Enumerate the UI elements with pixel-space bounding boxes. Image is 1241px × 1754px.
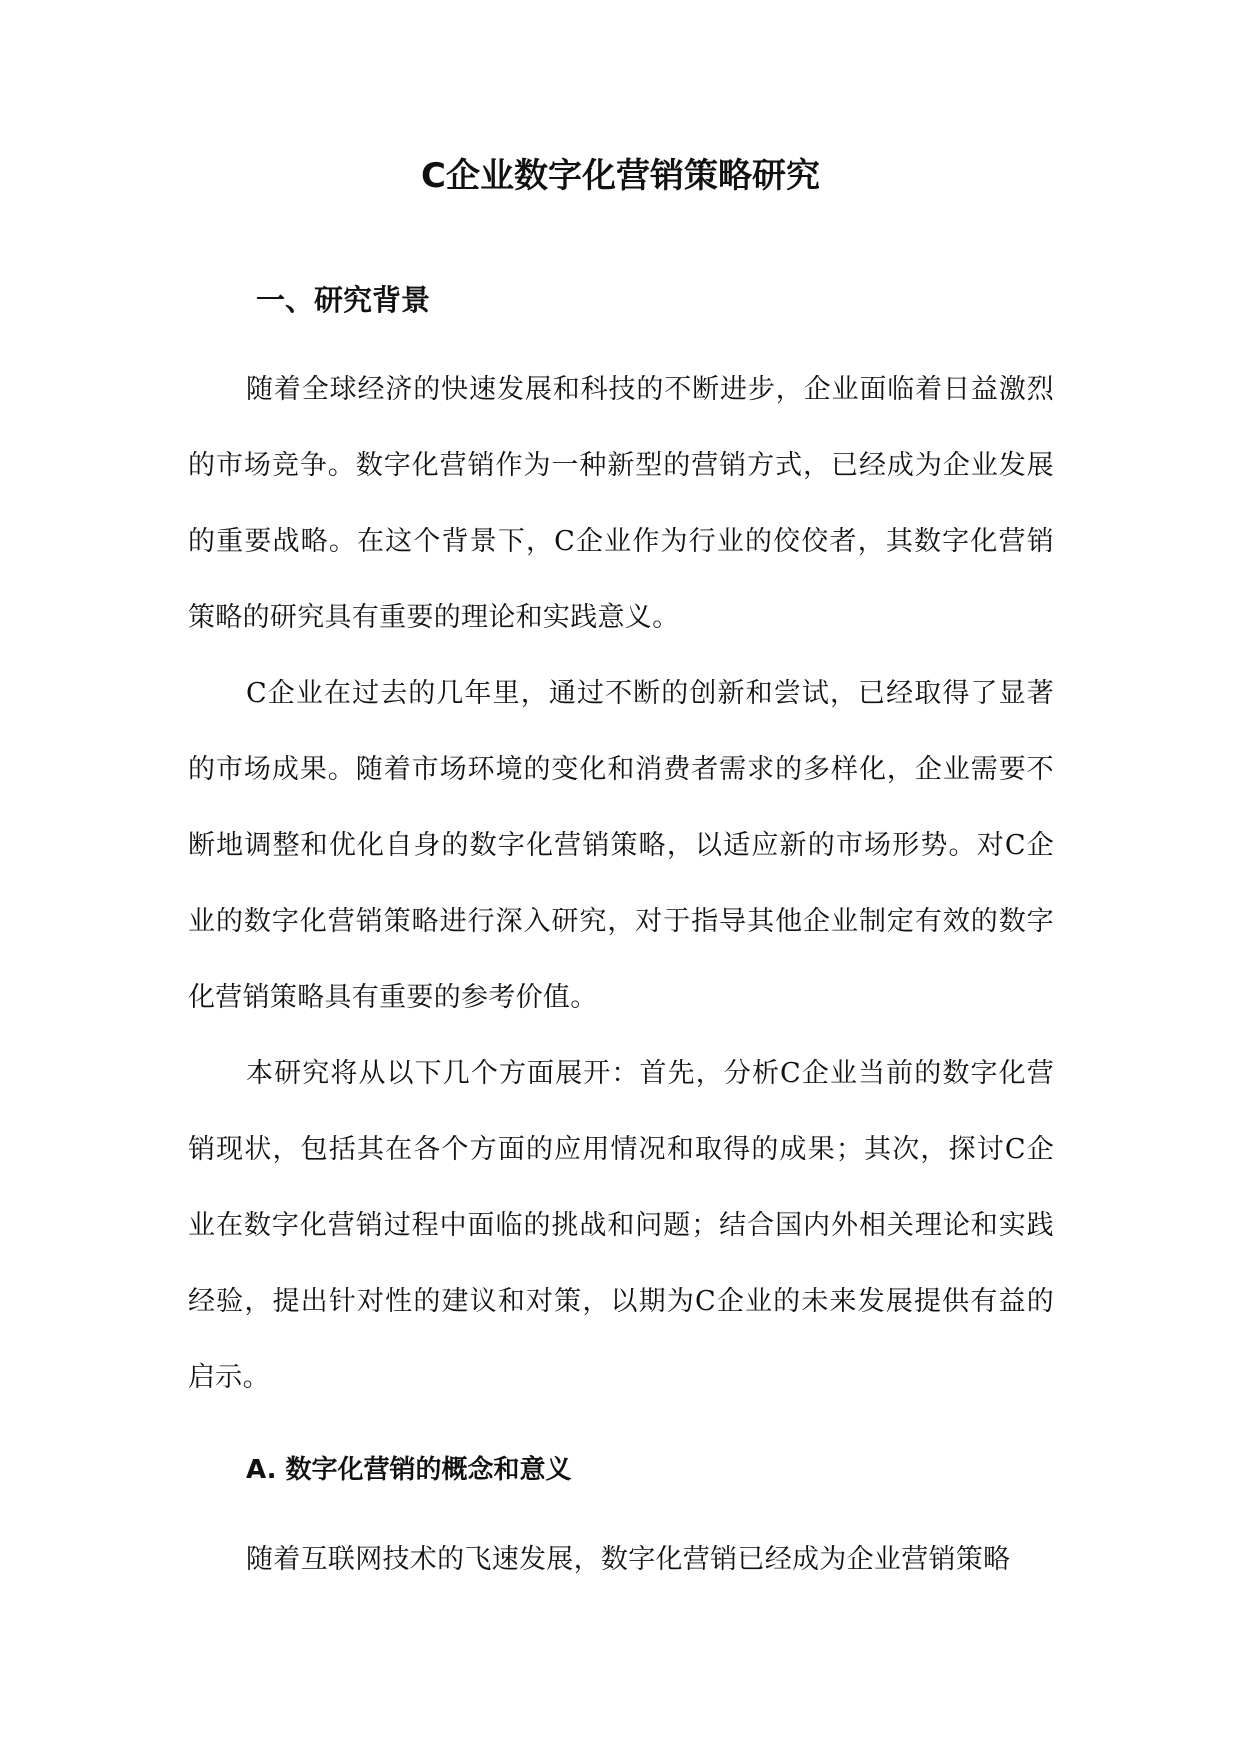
section-heading-research-background: 一、研究背景	[256, 283, 431, 317]
body-paragraph: 随着互联网技术的飞速发展，数字化营销已经成为企业营销策略	[246, 1544, 1011, 1575]
document-title: C企业数字化营销策略研究	[421, 156, 820, 196]
body-paragraph: 本研究将从以下几个方面展开：首先，分析C企业当前的数字化营销现状，包括其在各个方面的应用情况和取得的成果；其次，探讨C企业在数字化营销过程中面临的挑战和问题；结合国内外相关理论和实践经验，提出针对性的建议和对策，以期为C企业的未来发展提供有益的启示。	[188, 1058, 1054, 1393]
body-paragraph: C企业在过去的几年里，通过不断的创新和尝试，已经取得了显著的市场成果。随着市场环境的变化和消费者需求的多样化，企业需要不断地调整和优化自身的数字化营销策略，以适应新的市场形势。对C企业的数字化营销策略进行深入研究，对于指导其他企业制定有效的数字化营销策略具有重要的参考价值。	[188, 678, 1054, 1013]
body-paragraph: 随着全球经济的快速发展和科技的不断进步，企业面临着日益激烈的市场竞争。数字化营销作为一种新型的营销方式，已经成为企业发展的重要战略。在这个背景下，C企业作为行业的佼佼者，其数字化营销策略的研究具有重要的理论和实践意义。	[188, 374, 1054, 633]
subsection-heading-digital-marketing-concept: A. 数字化营销的概念和意义	[246, 1455, 572, 1485]
